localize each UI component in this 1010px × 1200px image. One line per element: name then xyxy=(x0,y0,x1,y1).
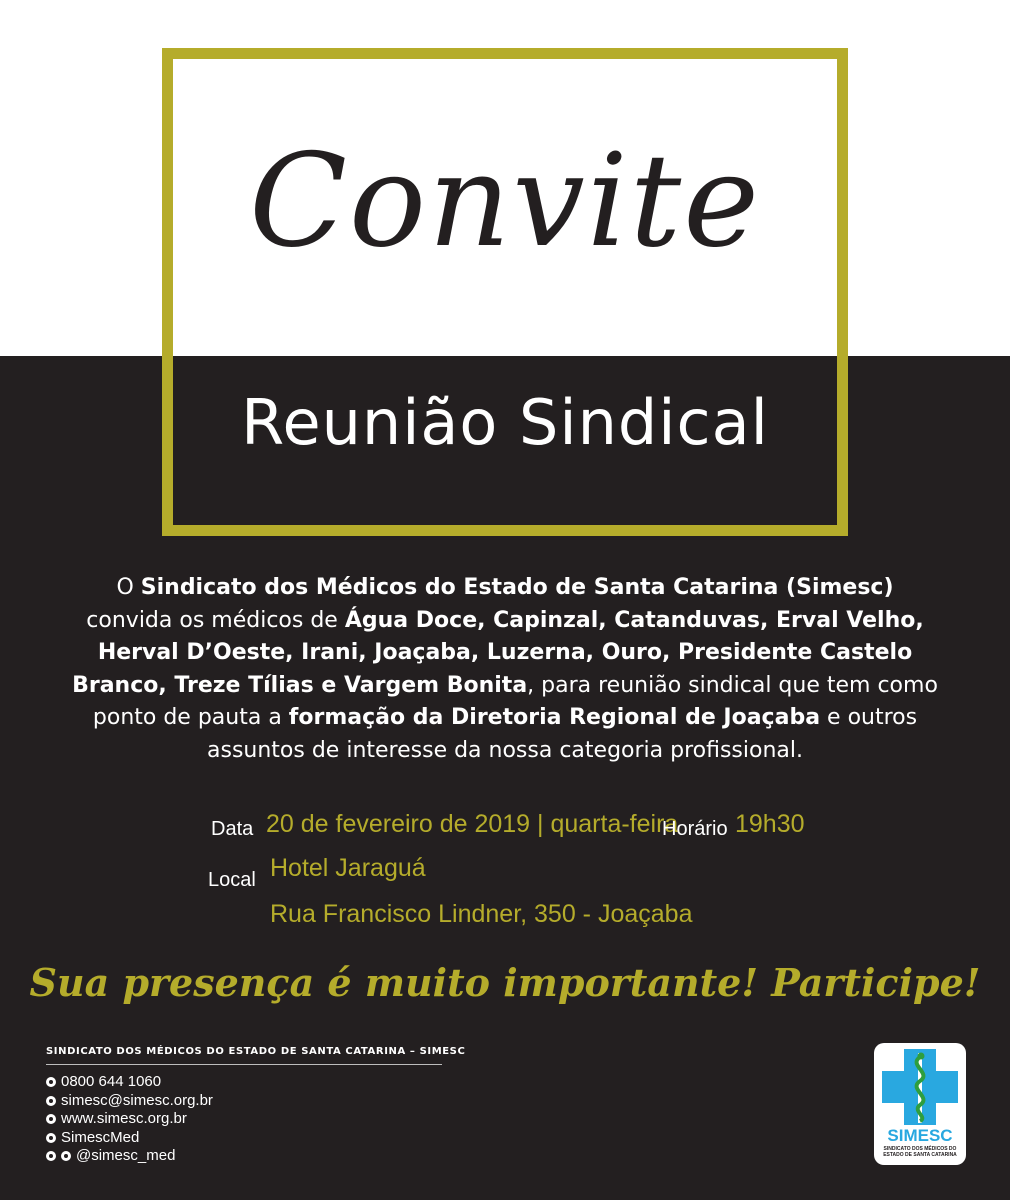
email-icon xyxy=(46,1096,56,1106)
place-name: Hotel Jaraguá xyxy=(270,854,426,882)
place-label: Local xyxy=(208,869,256,891)
email-text[interactable]: simesc@simesc.org.br xyxy=(61,1092,213,1109)
body-text-1: O xyxy=(116,575,141,600)
invitation-paragraph xyxy=(60,572,950,767)
medical-cross-icon xyxy=(874,1043,966,1165)
footer-divider xyxy=(46,1064,442,1065)
instagram-icon xyxy=(46,1151,56,1161)
contact-email[interactable] xyxy=(46,1092,213,1109)
logo-tagline-1: SINDICATO DOS MÉDICOS DO xyxy=(883,1146,957,1152)
logo-tagline-2: ESTADO DE SANTA CATARINA xyxy=(883,1152,957,1158)
time-value: 19h30 xyxy=(735,810,805,838)
phone-icon xyxy=(46,1077,56,1087)
phone-text: 0800 644 1060 xyxy=(61,1073,162,1090)
body-bold-cities: Água Doce, Capinzal, Catanduvas, Erval Velho, Herval D’Oeste, Irani, Joaçaba, Luzerna, Ouro, Presidente Castelo Branco, Treze Tílias e Vargem Bonita xyxy=(72,607,924,698)
body-text-2: convida os médicos de xyxy=(86,607,345,633)
contact-facebook[interactable] xyxy=(46,1129,139,1146)
date-value: 20 de fevereiro de 2019 | quarta-feira xyxy=(266,810,679,838)
body-bold-agenda: formação da Diretoria Regional de Joaçaba xyxy=(288,705,821,730)
body-text-4: e outros assuntos de interesse da nossa categoria profissional. xyxy=(207,705,918,763)
contact-social[interactable] xyxy=(46,1147,175,1164)
simesc-logo xyxy=(874,1043,966,1165)
body-text-3: , para reunião sindical que tem como ponto de pauta a xyxy=(92,672,938,730)
footer-org-name: SINDICATO DOS MÉDICOS DO ESTADO DE SANTA CATARINA – SIMESC xyxy=(46,1046,466,1057)
twitter-icon xyxy=(61,1151,71,1161)
date-label: Data xyxy=(211,818,254,840)
meeting-subtitle: Reunião Sindical xyxy=(241,386,769,459)
invite-title: Convite xyxy=(249,127,761,276)
contact-phone xyxy=(46,1073,161,1090)
contact-website[interactable] xyxy=(46,1110,187,1127)
call-to-action: Sua presença é muito importante! Participe! xyxy=(29,960,981,1005)
time-label: Horário xyxy=(662,818,728,840)
logo-name: SIMESC xyxy=(887,1126,953,1145)
website-text[interactable]: www.simesc.org.br xyxy=(61,1110,187,1127)
facebook-text[interactable]: SimescMed xyxy=(61,1129,140,1146)
globe-icon xyxy=(46,1114,56,1124)
body-bold-org: Sindicato dos Médicos do Estado de Santa Catarina (Simesc) xyxy=(140,575,894,600)
place-address: Rua Francisco Lindner, 350 - Joaçaba xyxy=(270,900,693,928)
facebook-icon xyxy=(46,1133,56,1143)
title-frame xyxy=(162,48,848,536)
social-text[interactable]: @simesc_med xyxy=(76,1147,176,1164)
